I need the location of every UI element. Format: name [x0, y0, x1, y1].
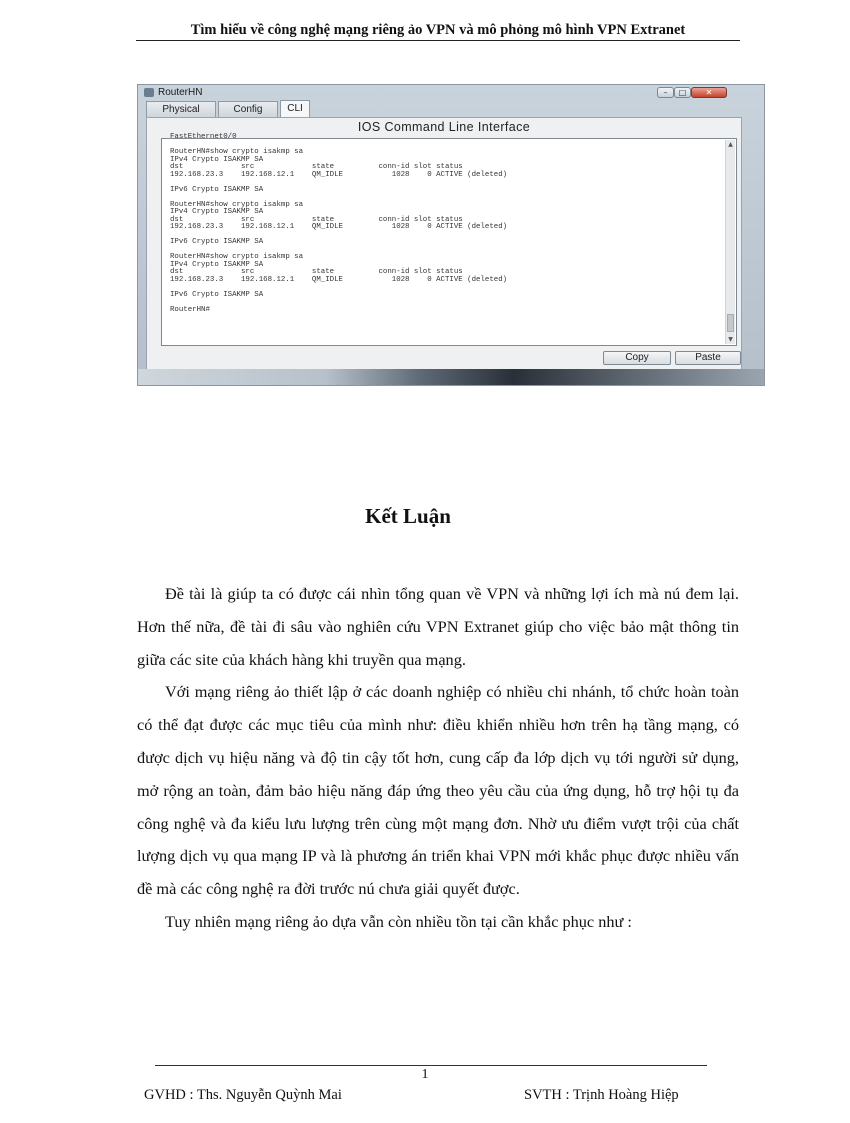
- tab-cli[interactable]: CLI: [280, 100, 310, 117]
- console-line: dst src state conn-id slot status: [170, 163, 463, 171]
- console-scrollbar[interactable]: [725, 140, 735, 344]
- page-header: Tìm hiểu về công nghệ mạng riêng ảo VPN và mô phỏng mô hình VPN Extranet: [136, 20, 740, 41]
- window-title: RouterHN: [158, 87, 203, 98]
- tab-config[interactable]: Config: [218, 101, 278, 117]
- console-line: IPv4 Crypto ISAKMP SA: [170, 208, 264, 216]
- router-cli-screenshot: [137, 84, 765, 386]
- console-line: 192.168.23.3 192.168.12.1 QM_IDLE 1028 0 ACTIVE (deleted): [170, 223, 508, 231]
- paragraph: Với mạng riêng ảo thiết lập ở các doanh nghiệp có nhiều chi nhánh, tổ chức hoàn toàn có thể đạt được các mục tiêu của mình như: điều khiển nhiều hơn trên hạ tầng mạng, có được dịch vụ hiệu năng và độ tin cậy tốt hơn, cung cấp đa lớp dịch vụ tới người sử dụng, mở rộng an toàn, đảm bảo hiệu năng đáp ứng theo yêu cầu của ứng dụng, hỗ trợ hội tụ đa công nghệ và đa kiểu lưu lượng trên cùng một mạng đơn. Nhờ ưu điểm vượt trội của chất lượng dịch vụ qua mạng IP và là phương án triển khai VPN mới khắc phục được nhiều vấn đề mà các công nghệ ra đời trước nú chưa giải quyết được.: [137, 682, 739, 899]
- console-line: IPv6 Crypto ISAKMP SA: [170, 290, 264, 299]
- footer-advisor: GVHD : Ths. Nguyễn Quỳnh Mai: [144, 1087, 342, 1103]
- console-line: 192.168.23.3 192.168.12.1 QM_IDLE 1028 0 ACTIVE (deleted): [170, 170, 508, 179]
- paste-button[interactable]: Paste: [675, 351, 741, 365]
- page-number: 1: [421, 1067, 429, 1082]
- console-line: [170, 299, 730, 307]
- section-heading: Kết Luận: [365, 504, 451, 528]
- copy-button[interactable]: Copy: [603, 351, 671, 365]
- console-line: IPv6 Crypto ISAKMP SA: [170, 185, 264, 194]
- console-lines: [170, 134, 730, 314]
- console-line: RouterHN#: [170, 305, 210, 314]
- maximize-button[interactable]: □: [674, 87, 691, 98]
- paragraph: Tuy nhiên mạng riêng ảo dựa vẫn còn nhiều tồn tại cần khắc phục như :: [165, 911, 632, 931]
- console-line: FastEthernet0/0: [170, 133, 237, 141]
- minimize-button[interactable]: –: [657, 87, 674, 98]
- taskbar-strip: [138, 369, 764, 385]
- console-line: IPv4 Crypto ISAKMP SA: [170, 155, 264, 164]
- scroll-thumb[interactable]: [727, 314, 734, 332]
- console-line: RouterHN#show crypto isakmp sa: [170, 148, 304, 156]
- scroll-up-icon[interactable]: ▲: [728, 141, 733, 148]
- console-line: dst src state conn-id slot status: [170, 268, 463, 276]
- console-line: RouterHN#show crypto isakmp sa: [170, 253, 304, 261]
- tab-physical[interactable]: Physical: [146, 101, 216, 117]
- scroll-down-icon[interactable]: ▼: [728, 336, 733, 343]
- console-line: 192.168.23.3 192.168.12.1 QM_IDLE 1028 0 ACTIVE (deleted): [170, 275, 508, 284]
- console-output[interactable]: [161, 133, 737, 346]
- console-line: IPv6 Crypto ISAKMP SA: [170, 238, 264, 246]
- footer-student: SVTH : Trịnh Hoàng Hiệp: [524, 1087, 679, 1103]
- panel-title: IOS Command Line Interface: [357, 120, 531, 134]
- cli-panel: [146, 117, 742, 371]
- router-app-icon: [144, 88, 154, 97]
- footer-divider: [155, 1065, 707, 1066]
- console-line: RouterHN#show crypto isakmp sa: [170, 200, 304, 209]
- window-titlebar: [138, 85, 764, 100]
- paragraph: Đề tài là giúp ta có được cái nhìn tổng quan về VPN và những lợi ích mà nú đem lại. Hơn thế nữa, đề tài đi sâu vào nghiên cứu VPN Extranet giúp cho việc bảo mật thông tin giữa các site của khách hàng khi truyền qua mạng.: [137, 584, 739, 669]
- console-line: dst src state conn-id slot status: [170, 215, 463, 224]
- body-text: [137, 578, 739, 939]
- close-button[interactable]: ✕: [691, 87, 727, 98]
- console-line: IPv4 Crypto ISAKMP SA: [170, 260, 264, 269]
